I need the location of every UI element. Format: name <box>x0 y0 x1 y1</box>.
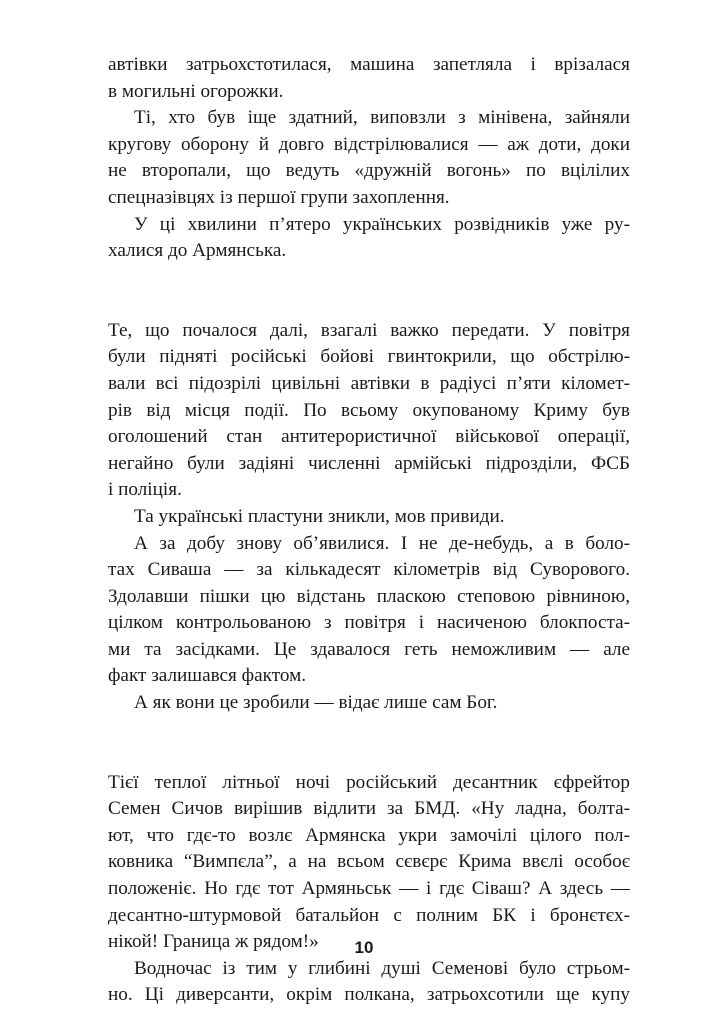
paragraph <box>108 504 630 531</box>
text-line: факт залишався фактом. <box>108 665 307 687</box>
text-line: А за добу знову об’явилися. І не де-небудь, а в боло- <box>134 532 630 554</box>
text-line: нікой! Граница ж рядом!» <box>108 931 319 953</box>
text-line: ми та засідками. Це здавалося геть неможливим — але <box>108 638 630 660</box>
text-line: но. Ці диверсанти, окрім полкана, затрьохсотили ще купу <box>108 984 630 1006</box>
text-line: вали всі підозрілі цивільні автівки в радіусі п’яти кіломет- <box>108 372 630 394</box>
paragraph <box>108 956 630 1009</box>
text-line: Водночас із тим у глибині душі Семенові було стрьом- <box>134 957 630 979</box>
text-line: У ці хвилини п’ятеро українських розвідників уже ру- <box>134 213 630 235</box>
text-line: оголошений стан антитерористичної військової операції, <box>108 426 630 448</box>
paragraph <box>108 318 630 504</box>
text-line: Тієї теплої літньої ночі російський десантник єфрейтор <box>108 771 630 793</box>
text-line: і поліція. <box>108 479 182 501</box>
text-line: десантно-штурмовой батальйон с полним БК і бронєтєх- <box>108 904 630 926</box>
text-line: халися до Армянська. <box>108 240 287 262</box>
text-line: Та українські пластуни зникли, мов привиди. <box>134 505 505 527</box>
page-number: 10 <box>354 938 374 957</box>
text-line: ют, что гдє-то возлє Армянска укри замочілі цілого пол- <box>108 824 630 846</box>
text-line: в могильні огорожки. <box>108 80 284 102</box>
text-line: А як вони це зробили — відає лише сам Бог. <box>134 692 498 714</box>
text-line: були підняті російські бойові гвинтокрили, що обстрілю- <box>108 346 630 368</box>
text-line: ковника “Вимпєла”, а на всьом сєвєрє Крима ввєлі особоє <box>108 851 630 873</box>
page-body <box>108 52 630 1009</box>
text-line: положеніє. Но гдє тот Армяньськ — і гдє Сіваш? А здесь — <box>108 878 630 900</box>
text-line: цілком контрольованою з повітря і насиченою блокпоста- <box>108 612 630 634</box>
text-line: не второпали, що ведуть «дружній вогонь» по вцілілих <box>108 160 630 182</box>
paragraph <box>108 105 630 211</box>
text-line: кругову оборону й довго відстрілювалися — аж доти, доки <box>108 133 630 155</box>
section-break <box>108 265 630 318</box>
paragraph <box>108 770 630 956</box>
text-line: негайно були задіяні численні армійські підрозділи, ФСБ <box>108 452 630 474</box>
text-line: спецназівцях із першої групи захоплення. <box>108 186 450 208</box>
text-line: Здолавши пішки цю відстань пласкою степовою рівниною, <box>108 585 630 607</box>
text-line: Те, що почалося далі, взагалі важко передати. У повітря <box>108 319 630 341</box>
text-line: автівки затрьохстотилася, машина запетляла і врізалася <box>108 54 630 75</box>
paragraph <box>108 690 630 717</box>
text-line: рів від місця події. По всьому окупованому Криму був <box>108 399 630 421</box>
paragraph <box>108 52 630 105</box>
section-break <box>108 717 630 770</box>
paragraph <box>108 212 630 265</box>
text-line: Семен Сичов вирішив відлити за БМД. «Ну ладна, болта- <box>108 798 630 820</box>
text-line: Ті, хто був іще здатний, виповзли з мінівена, зайняли <box>134 107 630 129</box>
paragraph <box>108 531 630 691</box>
text-line: тах Сиваша — за кількадесят кілометрів від Суворового. <box>108 559 630 581</box>
